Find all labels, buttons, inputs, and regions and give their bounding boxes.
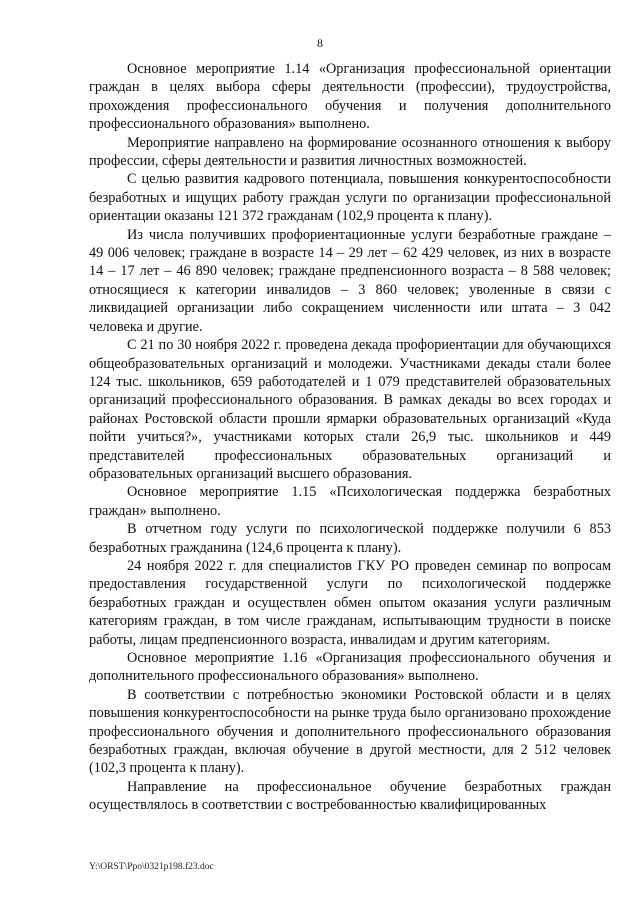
- page-number: 8: [317, 36, 323, 50]
- paragraph-event-1-16: Основное мероприятие 1.16 «Организация профессионального обучения и дополнительного профессионального образования» выполнено.: [89, 650, 611, 685]
- paragraph-career-guidance-total: С целью развития кадрового потенциала, повышения конкурентоспособности безработных и ищущих работу граждан услуги по организации профессиональной ориентации оказаны 121 372 гражданам (102,9 процента к плану).: [89, 171, 611, 225]
- paragraph-recipient-categories: Из числа получивших профориентационные услуги безработные граждане – 49 006 человек; граждане в возрасте 14 – 29 лет – 62 429 человек, из них в возрасте 14 – 17 лет – 46 890 человек; граждане предпенсионного возраста – 8 588 человек; относящиеся к категории инвалидов – 3 860 человек; уволенные в связи с ликвидацией организации либо сокращением численности или штата – 3 042 человека и другие.: [89, 226, 611, 335]
- paragraph-training-referral: Направление на профессиональное обучение безработных граждан осуществлялось в соответствии с востребованностью квалифицированных: [89, 778, 611, 814]
- footer-file-path: Y:\ORST\Ppo\0321p198.f23.doc: [89, 862, 214, 872]
- paragraph-vocational-training: В соответствии с потребностью экономики Ростовской области и в целях повышения конкурентоспособности на рынке труда было организовано прохождение профессионального обучения и дополнительного профессионального образования безработных граждан, включая обучение в другой местности, для 2 512 человек (102,3 процента к плану).: [89, 686, 611, 777]
- paragraph-career-guidance-decade: С 21 по 30 ноября 2022 г. проведена декада профориентации для обучающихся общеобразовательных организаций и молодежи. Участниками декады стали более 124 тыс. школьников, 659 работодателей и 1 079 представителей образовательных организаций профессионального образования. В рамках декады во всех городах и районах Ростовской области прошли ярмарки образовательных организаций «Куда пойти учиться?», участниками которых стали 26,9 тыс. школьников и 449 представителей профессиональных образовательных организаций и образовательных организаций высшего образования.: [89, 337, 611, 482]
- paragraph-psychological-support: В отчетном году услуги по психологической поддержке получили 6 853 безработных гражданина (124,6 процента к плану).: [89, 521, 611, 556]
- paragraph-event-1-15: Основное мероприятие 1.15 «Психологическая поддержка безработных граждан» выполнено.: [89, 484, 611, 519]
- document-body: [89, 60, 611, 815]
- paragraph-seminar: 24 ноября 2022 г. для специалистов ГКУ РО проведен семинар по вопросам предоставления государственной услуги по психологической поддержке безработных граждан и осуществлен обмен опытом оказания услуги различным категориям граждан, в том числе гражданам, испытывающим трудности в поиске работы, лицам предпенсионного возраста, инвалидам и другим категориям.: [89, 557, 611, 648]
- paragraph-event-1-14: Основное мероприятие 1.14 «Организация профессиональной ориентации граждан в целях выбора сферы деятельности (профессии), трудоустройства, прохождения профессионального обучения и получения дополнительного профессионального образования» выполнено.: [89, 61, 611, 133]
- paragraph-event-purpose: Мероприятие направлено на формирование осознанного отношения к выбору профессии, сферы деятельности и развития личностных возможностей.: [89, 134, 611, 170]
